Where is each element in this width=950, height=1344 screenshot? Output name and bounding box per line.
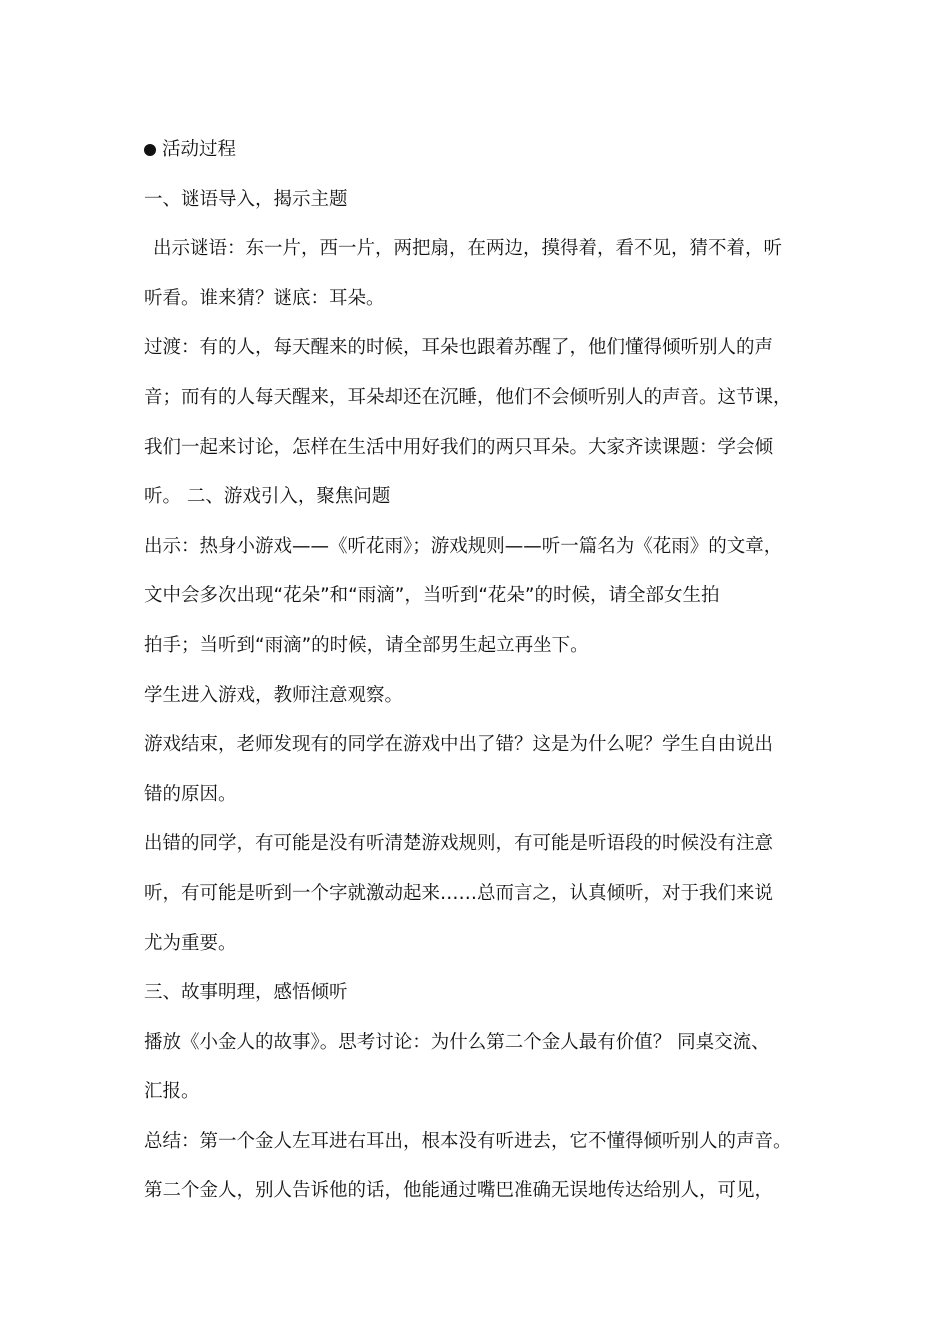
paragraph-line: 过渡：有的人，每天醒来的时候，耳朵也跟着苏醒了，他们懂得倾听别人的声 xyxy=(144,337,774,359)
paragraph-line: 听看。谁来猜？谜底：耳朵。 xyxy=(144,287,385,309)
section-heading xyxy=(144,125,824,175)
paragraph-line: 出示谜语：东一片，西一片，两把扇，在两边，摸得着，看不见，猜不着，听 xyxy=(153,238,783,260)
paragraph-line: 拍手；当听到“雨滴”的时候，请全部男生起立再坐下。 xyxy=(144,634,589,656)
section-heading-text: 活动过程 xyxy=(162,139,237,160)
paragraph-line: 我们一起来讨论，怎样在生活中用好我们的两只耳朵。大家齐读课题：学会倾 xyxy=(144,436,774,458)
paragraph-line: 总结：第一个金人左耳进右耳出，根本没有听进去，它不懂得倾听别人的声音。 xyxy=(144,1130,792,1152)
paragraph-line: 听。 二、游戏引入，聚焦问题 xyxy=(144,486,391,508)
paragraph-line: 学生进入游戏，教师注意观察。 xyxy=(144,684,404,706)
heading-riddle-intro: 一、谜语导入，揭示主题 xyxy=(144,188,348,210)
heading-story: 三、故事明理，感悟倾听 xyxy=(144,982,348,1004)
paragraph-line: 音；而有的人每天醒来，耳朵却还在沉睡，他们不会倾听别人的声音。这节课， xyxy=(144,386,792,408)
paragraph-line: 出错的同学，有可能是没有听清楚游戏规则，有可能是听语段的时候没有注意 xyxy=(144,833,774,855)
paragraph-line: 听，有可能是听到一个字就激动起来……总而言之，认真倾听，对于我们来说 xyxy=(144,882,774,904)
paragraph-line: 文中会多次出现“花朵”和“雨滴”，当听到“花朵”的时候，请全部女生拍 xyxy=(144,585,720,607)
paragraph-line: 汇报。 xyxy=(144,1081,200,1103)
bullet-icon xyxy=(144,144,156,156)
paragraph-line: 错的原因。 xyxy=(144,783,237,805)
document-body xyxy=(144,125,824,1216)
paragraph-line: 播放《小金人的故事》。思考讨论：为什么第二个金人最有价值？ 同桌交流、 xyxy=(144,1031,770,1053)
paragraph-line: 游戏结束，老师发现有的同学在游戏中出了错？这是为什么呢？学生自由说出 xyxy=(144,734,774,756)
paragraph-line: 出示：热身小游戏——《听花雨》；游戏规则——听一篇名为《花雨》的文章， xyxy=(144,535,783,557)
paragraph-line: 第二个金人，别人告诉他的话，他能通过嘴巴准确无误地传达给别人，可见， xyxy=(144,1180,774,1202)
paragraph-line: 尤为重要。 xyxy=(144,932,237,954)
